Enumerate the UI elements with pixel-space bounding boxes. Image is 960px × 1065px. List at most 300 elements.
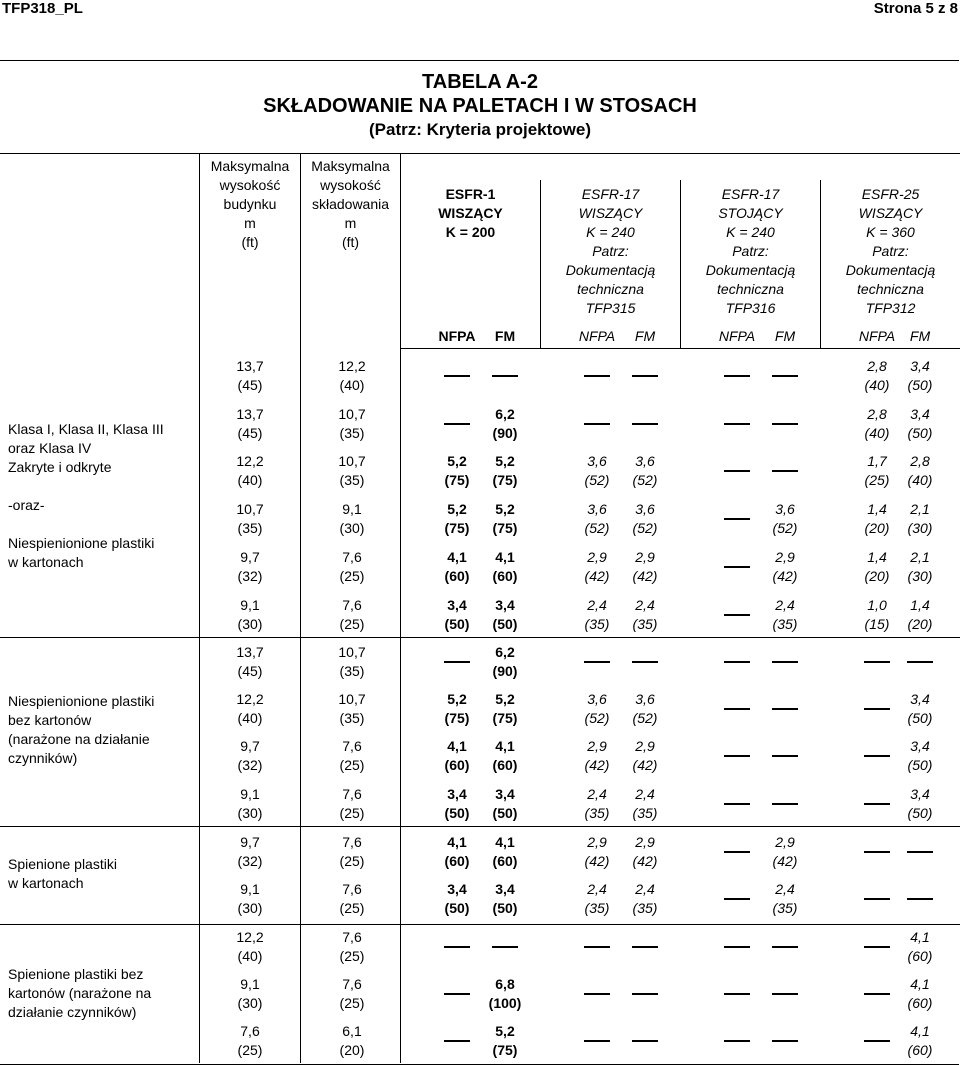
empty-dash (772, 755, 798, 757)
pressure-value-cell: 2,9 (775, 549, 795, 565)
sprinkler-header-2: ESFR-17 (581, 186, 640, 202)
pressure-value-cell: 5,2 (495, 501, 515, 517)
pressure-value-cell: (42) (584, 853, 610, 869)
building-height-cell: 12,2 (236, 929, 264, 945)
standard-label-nfpa: NFPA (718, 328, 756, 344)
sprinkler-header-4: Dokumentacją (845, 262, 936, 278)
material-label-4: Spienione plastiki bez (8, 966, 144, 982)
storage-height-cell: 10,7 (338, 406, 366, 422)
building-height-cell: 7,6 (240, 1023, 260, 1039)
pressure-value-cell: 6,2 (495, 644, 515, 660)
storage-height-cell: 6,1 (342, 1023, 362, 1039)
sprinkler-header-4: techniczna (857, 281, 924, 297)
pressure-value-cell: (20) (907, 616, 933, 632)
sprinkler-header-2: K = 240 (586, 224, 635, 240)
pressure-value-cell: (60) (492, 757, 518, 773)
storage-height-cell: 7,6 (342, 786, 362, 802)
sprinkler-header-4: K = 360 (866, 224, 915, 240)
material-label-3: w kartonach (8, 875, 84, 891)
pressure-value-cell: 1,0 (867, 597, 887, 613)
pressure-value-cell: 3,6 (635, 691, 655, 707)
pressure-value-cell: 4,1 (495, 738, 515, 754)
pressure-value-cell: 2,1 (910, 501, 930, 517)
material-label-2: bez kartonów (8, 712, 92, 728)
standard-label-fm: FM (494, 328, 516, 344)
pressure-value-cell: 4,1 (447, 549, 467, 565)
pressure-value-cell: 5,2 (447, 691, 467, 707)
building-height-cell: 9,7 (240, 834, 260, 850)
storage-height-cell: (25) (339, 948, 365, 964)
sprinkler-header-1: ESFR-1 (445, 186, 496, 202)
empty-dash (772, 946, 798, 948)
table-subtitle: SKŁADOWANIE NA PALETACH I W STOSACH (263, 95, 697, 117)
pressure-value-cell: (60) (907, 948, 933, 964)
building-height-cell: 9,1 (240, 597, 260, 613)
col-divider-storage (400, 153, 401, 1063)
storage-height-cell: (25) (339, 805, 365, 821)
pressure-value-cell: 1,4 (867, 549, 887, 565)
material-label-1: Zakryte i odkryte (8, 459, 112, 475)
storage-height-cell: (25) (339, 853, 365, 869)
empty-dash (724, 470, 750, 472)
pressure-value-cell: (50) (907, 425, 933, 441)
building-height-cell: 13,7 (236, 406, 264, 422)
header-divider (0, 153, 960, 154)
sprinkler-header-1: WISZĄCY (438, 205, 503, 221)
pressure-value-cell: (40) (864, 377, 890, 393)
pressure-value-cell: 2,8 (867, 406, 887, 422)
pressure-value-cell: (42) (632, 853, 658, 869)
pressure-value-cell: (50) (907, 805, 933, 821)
pressure-value-cell: 3,6 (587, 453, 607, 469)
pressure-value-cell: (30) (907, 568, 933, 584)
sprinkler-header-2: Patrz: (592, 243, 629, 259)
pressure-value-cell: 1,4 (867, 501, 887, 517)
sprinkler-header-2: WISZĄCY (578, 205, 643, 221)
pressure-value-cell: 2,4 (635, 597, 655, 613)
empty-dash (584, 946, 610, 948)
pressure-value-cell: (50) (444, 900, 470, 916)
pressure-value-cell: (50) (492, 616, 518, 632)
empty-dash (864, 851, 890, 853)
empty-dash (724, 661, 750, 663)
pressure-value-cell: 3,4 (910, 786, 930, 802)
pressure-value-cell: 3,4 (495, 786, 515, 802)
empty-dash (772, 470, 798, 472)
pressure-value-cell: (60) (444, 568, 470, 584)
pressure-value-cell: 4,1 (910, 929, 930, 945)
pressure-value-cell: 3,4 (910, 691, 930, 707)
standard-label-fm: FM (774, 328, 796, 344)
pressure-value-cell: 3,6 (587, 501, 607, 517)
pressure-value-cell: 2,9 (587, 738, 607, 754)
pressure-value-cell: (50) (907, 710, 933, 726)
pressure-value-cell: 3,4 (910, 358, 930, 374)
storage-height-cell: (35) (339, 710, 365, 726)
storage-height-cell: (35) (339, 425, 365, 441)
pressure-value-cell: (90) (492, 663, 518, 679)
empty-dash (772, 423, 798, 425)
empty-dash (632, 1040, 658, 1042)
pressure-value-cell: (52) (772, 520, 798, 536)
pressure-value-cell: 2,4 (635, 786, 655, 802)
empty-dash (724, 946, 750, 948)
sprinkler-header-3: TFP316 (725, 300, 776, 316)
pressure-value-cell: 1,7 (867, 453, 887, 469)
empty-dash (724, 423, 750, 425)
group-divider (0, 924, 960, 925)
sprinkler-header-3: ESFR-17 (721, 186, 780, 202)
pressure-value-cell: 3,4 (447, 597, 467, 613)
pressure-value-cell: 3,4 (910, 738, 930, 754)
pressure-value-cell: (75) (492, 472, 518, 488)
empty-dash (724, 993, 750, 995)
sprinkler-header-4: ESFR-25 (861, 186, 920, 202)
pressure-value-cell: (20) (864, 520, 890, 536)
empty-dash (584, 375, 610, 377)
storage-height-cell: (25) (339, 995, 365, 1011)
pressure-value-cell: (35) (772, 900, 798, 916)
pressure-value-cell: (60) (492, 568, 518, 584)
column-header-building-height: m (244, 215, 256, 231)
empty-dash (724, 1040, 750, 1042)
empty-dash (772, 661, 798, 663)
storage-height-cell: 10,7 (338, 453, 366, 469)
pressure-value-cell: 3,6 (775, 501, 795, 517)
column-header-storage-height: Maksymalna (311, 158, 390, 174)
page-number: Strona 5 z 8 (873, 0, 958, 17)
pressure-value-cell: (90) (492, 425, 518, 441)
std-divider (400, 348, 960, 349)
empty-dash (584, 993, 610, 995)
table-reference: (Patrz: Kryteria projektowe) (369, 120, 591, 139)
storage-height-cell: 10,7 (338, 644, 366, 660)
empty-dash (444, 946, 470, 948)
pressure-value-cell: 2,9 (635, 549, 655, 565)
building-height-cell: (45) (237, 663, 263, 679)
pressure-value-cell: 5,2 (495, 453, 515, 469)
pressure-value-cell: (42) (772, 568, 798, 584)
empty-dash (907, 898, 933, 900)
pressure-value-cell: 2,4 (635, 881, 655, 897)
pressure-value-cell: 3,6 (635, 453, 655, 469)
pressure-value-cell: 4,1 (910, 1023, 930, 1039)
storage-height-cell: (35) (339, 663, 365, 679)
sprinkler-header-3: techniczna (717, 281, 784, 297)
building-height-cell: (32) (237, 853, 263, 869)
pressure-value-cell: (20) (864, 568, 890, 584)
material-label-1: Niespienionione plastiki (8, 535, 155, 551)
group-divider (0, 637, 960, 638)
material-label-1: Klasa I, Klasa II, Klasa III (8, 421, 164, 437)
pressure-value-cell: (50) (492, 805, 518, 821)
pressure-value-cell: 2,9 (635, 738, 655, 754)
pressure-value-cell: (60) (907, 1042, 933, 1058)
storage-height-cell: (40) (339, 377, 365, 393)
material-label-2: (narażone na działanie (8, 731, 150, 747)
standard-label-fm: FM (909, 328, 931, 344)
sprinkler-header-3: Dokumentacją (705, 262, 796, 278)
pressure-value-cell: 6,2 (495, 406, 515, 422)
material-label-4: działanie czynników) (8, 1004, 137, 1020)
empty-dash (907, 661, 933, 663)
pressure-value-cell: (75) (492, 520, 518, 536)
pressure-value-cell: 4,1 (447, 738, 467, 754)
building-height-cell: 13,7 (236, 644, 264, 660)
pressure-value-cell: (75) (444, 520, 470, 536)
column-header-storage-height: składowania (311, 196, 390, 212)
pressure-value-cell: (75) (444, 472, 470, 488)
building-height-cell: (30) (237, 900, 263, 916)
pressure-value-cell: 3,6 (587, 691, 607, 707)
empty-dash (772, 708, 798, 710)
storage-height-cell: (25) (339, 900, 365, 916)
pressure-value-cell: 2,8 (867, 358, 887, 374)
empty-dash (632, 946, 658, 948)
sprinkler-header-3: Patrz: (732, 243, 769, 259)
pressure-value-cell: 2,4 (775, 881, 795, 897)
pressure-value-cell: (60) (444, 853, 470, 869)
standard-label-nfpa: NFPA (858, 328, 896, 344)
storage-height-cell: 7,6 (342, 597, 362, 613)
sprinkler-header-2: TFP315 (585, 300, 636, 316)
col-divider-building (300, 153, 301, 1063)
pressure-value-cell: (75) (492, 710, 518, 726)
col-divider-material (199, 153, 200, 1063)
storage-height-cell: (25) (339, 616, 365, 632)
storage-height-cell: (20) (339, 1042, 365, 1058)
building-height-cell: (32) (237, 757, 263, 773)
pressure-value-cell: (40) (864, 425, 890, 441)
building-height-cell: (40) (237, 472, 263, 488)
pressure-value-cell: (75) (492, 1042, 518, 1058)
empty-dash (584, 423, 610, 425)
pressure-value-cell: 2,9 (635, 834, 655, 850)
pressure-value-cell: (50) (444, 616, 470, 632)
pressure-value-cell: 2,4 (587, 786, 607, 802)
pressure-value-cell: 2,4 (587, 881, 607, 897)
storage-height-cell: 7,6 (342, 834, 362, 850)
column-header-building-height: Maksymalna (210, 158, 290, 174)
sprinkler-header-4: Patrz: (872, 243, 909, 259)
pressure-value-cell: 5,2 (447, 501, 467, 517)
building-height-cell: (40) (237, 710, 263, 726)
empty-dash (724, 708, 750, 710)
pressure-value-cell: 2,9 (587, 834, 607, 850)
pressure-value-cell: 3,4 (447, 786, 467, 802)
pressure-value-cell: 3,4 (495, 597, 515, 613)
sprinkler-header-4: WISZĄCY (858, 205, 923, 221)
empty-dash (492, 946, 518, 948)
pressure-value-cell: (75) (444, 710, 470, 726)
storage-height-cell: 7,6 (342, 549, 362, 565)
building-height-cell: 9,1 (240, 881, 260, 897)
empty-dash (584, 1040, 610, 1042)
material-label-3: Spienione plastiki (8, 856, 117, 872)
pressure-value-cell: (35) (584, 900, 610, 916)
building-height-cell: 10,7 (236, 501, 264, 517)
pressure-value-cell: 4,1 (495, 834, 515, 850)
pressure-value-cell: 3,4 (447, 881, 467, 897)
pressure-value-cell: (25) (864, 472, 890, 488)
empty-dash (584, 661, 610, 663)
column-header-building-height: (ft) (241, 234, 259, 250)
sprinkler-header-4: TFP312 (865, 300, 916, 316)
group-divider (0, 826, 960, 827)
pressure-value-cell: 3,4 (910, 406, 930, 422)
pressure-value-cell: 5,2 (495, 1023, 515, 1039)
pressure-value-cell: (52) (632, 710, 658, 726)
pressure-value-cell: 1,4 (910, 597, 930, 613)
pressure-value-cell: 2,1 (910, 549, 930, 565)
material-label-1: w kartonach (8, 554, 84, 570)
empty-dash (772, 993, 798, 995)
pressure-value-cell: (50) (907, 377, 933, 393)
material-label-1: -oraz- (8, 497, 45, 513)
pressure-value-cell: 2,4 (775, 597, 795, 613)
material-label-2: Niespienionione plastiki (8, 693, 155, 709)
storage-height-cell: 9,1 (342, 501, 362, 517)
pressure-value-cell: (42) (632, 568, 658, 584)
sprinkler-header-2: techniczna (577, 281, 644, 297)
pressure-value-cell: (52) (632, 520, 658, 536)
storage-height-cell: 12,2 (338, 358, 366, 374)
column-header-storage-height: wysokość (320, 177, 381, 193)
pressure-value-cell: (60) (907, 995, 933, 1011)
building-height-cell: (45) (237, 377, 263, 393)
standard-label-fm: FM (634, 328, 656, 344)
building-height-cell: 9,7 (240, 738, 260, 754)
empty-dash (772, 375, 798, 377)
pressure-value-cell: 4,1 (495, 549, 515, 565)
building-height-cell: 12,2 (236, 453, 264, 469)
pressure-value-cell: 2,4 (587, 597, 607, 613)
sprinkler-header-1: K = 200 (445, 224, 496, 240)
page-header (0, 0, 960, 24)
pressure-value-cell: (15) (864, 616, 890, 632)
pressure-value-cell: (42) (772, 853, 798, 869)
pressure-value-cell: (35) (632, 900, 658, 916)
pressure-value-cell: 3,4 (495, 881, 515, 897)
pressure-value-cell: (35) (632, 616, 658, 632)
empty-dash (492, 375, 518, 377)
pressure-value-cell: 4,1 (910, 976, 930, 992)
pressure-value-cell: 2,9 (587, 549, 607, 565)
pressure-value-cell: 2,9 (775, 834, 795, 850)
pressure-value-cell: (50) (444, 805, 470, 821)
pressure-value-cell: (52) (632, 472, 658, 488)
pressure-value-cell: (52) (584, 710, 610, 726)
pressure-value-cell: 5,2 (447, 453, 467, 469)
building-height-cell: (30) (237, 805, 263, 821)
pressure-value-cell: 4,1 (447, 834, 467, 850)
storage-height-cell: 7,6 (342, 976, 362, 992)
empty-dash (724, 803, 750, 805)
material-label-2: czynników) (8, 750, 78, 766)
empty-dash (444, 375, 470, 377)
pressure-value-cell: (42) (584, 568, 610, 584)
pressure-value-cell: (50) (492, 900, 518, 916)
pressure-value-cell: (42) (632, 757, 658, 773)
storage-height-cell: 7,6 (342, 738, 362, 754)
building-height-cell: (45) (237, 425, 263, 441)
empty-dash (632, 423, 658, 425)
document-code: TFP318_PL (2, 0, 83, 17)
storage-height-cell: (35) (339, 472, 365, 488)
pressure-value-cell: 5,2 (495, 691, 515, 707)
column-header-building-height: wysokość (219, 177, 281, 193)
pressure-value-cell: 3,6 (635, 501, 655, 517)
pressure-value-cell: (42) (584, 757, 610, 773)
standard-label-nfpa: NFPA (438, 328, 476, 344)
pressure-value-cell: (35) (584, 805, 610, 821)
building-height-cell: 9,1 (240, 976, 260, 992)
empty-dash (772, 1040, 798, 1042)
empty-dash (632, 375, 658, 377)
empty-dash (632, 993, 658, 995)
sprinkler-header-3: STOJĄCY (718, 205, 783, 221)
empty-dash (632, 661, 658, 663)
building-height-cell: 13,7 (236, 358, 264, 374)
building-height-cell: (35) (237, 520, 263, 536)
storage-height-cell: 10,7 (338, 691, 366, 707)
empty-dash (864, 661, 890, 663)
building-height-cell: (32) (237, 568, 263, 584)
column-header-building-height: budynku (223, 196, 277, 212)
standard-label-nfpa: NFPA (578, 328, 616, 344)
building-height-cell: (30) (237, 616, 263, 632)
building-height-cell: 12,2 (236, 691, 264, 707)
sprinkler-header-3: K = 240 (726, 224, 775, 240)
pressure-value-cell: (100) (488, 995, 522, 1011)
pressure-value-cell: (35) (632, 805, 658, 821)
pressure-value-cell: (35) (772, 616, 798, 632)
material-label-1: oraz Klasa IV (8, 440, 92, 456)
pressure-value-cell: (40) (907, 472, 933, 488)
empty-dash (907, 851, 933, 853)
pressure-value-cell: 6,8 (495, 976, 515, 992)
pressure-value-cell: (35) (584, 616, 610, 632)
storage-height-cell: 7,6 (342, 929, 362, 945)
pressure-value-cell: (60) (492, 853, 518, 869)
empty-dash (772, 803, 798, 805)
building-height-cell: 9,7 (240, 549, 260, 565)
empty-dash (724, 755, 750, 757)
storage-height-cell: (30) (339, 520, 365, 536)
pressure-value-cell: 2,8 (910, 453, 930, 469)
storage-height-cell: 7,6 (342, 881, 362, 897)
storage-height-cell: (25) (339, 568, 365, 584)
pressure-value-cell: (60) (444, 757, 470, 773)
empty-dash (724, 375, 750, 377)
building-height-cell: 9,1 (240, 786, 260, 802)
material-label-4: kartonów (narażone na (8, 985, 152, 1001)
pressure-value-cell: (30) (907, 520, 933, 536)
pressure-value-cell: (52) (584, 472, 610, 488)
table-title-block (0, 70, 960, 142)
empty-dash (864, 898, 890, 900)
table-title: TABELA A-2 (422, 71, 538, 93)
building-height-cell: (40) (237, 948, 263, 964)
storage-height-cell: (25) (339, 757, 365, 773)
building-height-cell: (30) (237, 995, 263, 1011)
sprinkler-header-2: Dokumentacją (565, 262, 656, 278)
pressure-value-cell: (52) (584, 520, 610, 536)
column-header-storage-height: (ft) (341, 234, 360, 250)
column-header-storage-height: m (344, 215, 357, 231)
pressure-value-cell: (50) (907, 757, 933, 773)
building-height-cell: (25) (237, 1042, 263, 1058)
